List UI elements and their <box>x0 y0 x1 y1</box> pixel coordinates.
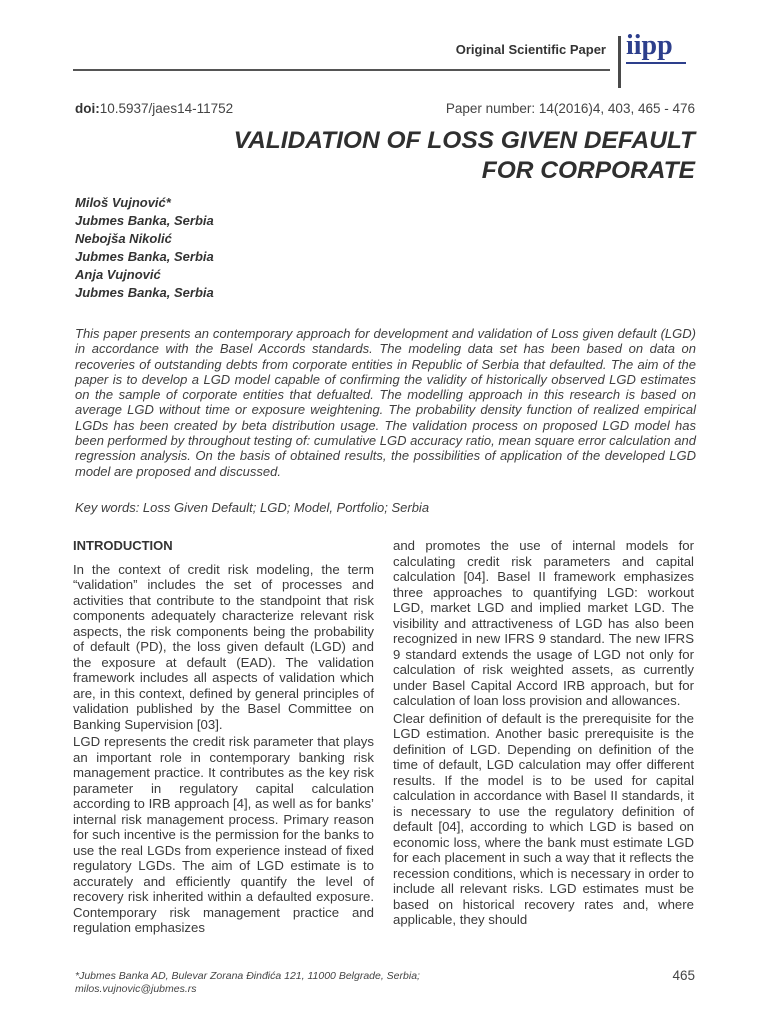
logo-divider <box>618 36 621 88</box>
body-paragraph: and promotes the use of internal models for calculating credit risk parameters and capital calculation [04]. Basel II framework emphasizes three approaches to quantifying LGD: workout LGD, market LGD and implied market LGD. The visibility and attractiveness of LGD has also been recognized in new IFRS 9 standard. The new IFRS 9 standard extends the usage of LGD not only for calculation of risk weighted assets, as currently under Basel Capital Accord IRB approach, but for calculation of loan loss provision and allowances. <box>393 538 694 708</box>
page-number: 465 <box>672 968 695 983</box>
header-divider <box>73 69 610 71</box>
doi-link[interactable]: 10.5937/jaes14-11752 <box>99 101 234 116</box>
paper-number: Paper number: 14(2016)4, 403, 465 - 476 <box>445 101 695 116</box>
doi <box>75 101 233 116</box>
journal-logo: iipp <box>626 30 673 61</box>
paper-title-line-1: VALIDATION OF LOSS GIVEN DEFAULT <box>233 127 695 154</box>
footnote-email[interactable]: milos.vujnovic@jubmes.rs <box>75 983 197 995</box>
abstract: This paper presents an contemporary approach for development and validation of Loss given default (LGD) in accordance with the Basel Accords standards. The modeling data set has been based on data on recoveries of outstanding debts from corporate entities in Republic of Serbia that defaulted. The aim of the paper is to develop a LGD model capable of confirming the validity of historically observed LGD estimates on the sample of corporate entities that defualted. The modelling approach in this research is based on average LGD without time or exposure weightening. The probability density function of realized empirical LGDs has been created by beta distribution usage. The validation process on proposed LGD model has been performed by throughout testing of: cumulative LGD accuracy ratio, mean square error calculation and regression analysis. On the basis of obtained results, the possibilities of application of the developed LGD model are proposed and discussed. <box>75 326 696 479</box>
footnote <box>75 970 420 996</box>
doi-label: doi: <box>75 101 100 116</box>
author-name: Miloš Vujnović* <box>75 195 171 210</box>
body-paragraph: In the context of credit risk modeling, the term “validation” includes the set of processes and activities that contribute to the standpoint that risk components adequately characterize relevant risk aspects, the risk components being the probability of default (PD), the loss given default (LGD) and the exposure at default (EAD). The validation framework includes all aspects of validation which are, in this context, defined by general principles of validation published by the Basel Committee on Banking Supervision [03]. <box>73 561 374 732</box>
footnote-address: *Jubmes Banka AD, Bulevar Zorana Đinđića 121, 11000 Belgrade, Serbia; <box>75 970 420 982</box>
body-column-left <box>73 538 374 938</box>
journal-section-label: Original Scientific Paper <box>455 42 606 57</box>
body-paragraph: Clear definition of default is the prerequisite for the LGD estimation. Another basic prerequisite is the definition of LGD. Depending on definition of the time of default, LGD calculation may offer different results. If the model is to be used for capital calculation in accordance with Basel II standards, it is necessary to use the regulatory definition of default [04], according to which LGD is based on economic loss, where the bank must estimate LGD for each placement in such a way that it reflects the recession conditions, which is necessary in order to include all relevant risks. LGD estimates must be based on historical recovery rates and, where applicable, they should <box>393 710 694 927</box>
body-column-right <box>393 538 694 930</box>
author-affiliation: Jubmes Banka, Serbia <box>75 213 214 228</box>
keywords: Key words: Loss Given Default; LGD; Model, Portfolio; Serbia <box>75 500 430 515</box>
author-name: Nebojša Nikolić <box>75 231 172 246</box>
author-affiliation: Jubmes Banka, Serbia <box>75 249 214 264</box>
logo-underline <box>626 62 686 64</box>
author-affiliation: Jubmes Banka, Serbia <box>75 285 214 300</box>
body-paragraph: LGD represents the credit risk parameter that plays an important role in contemporary banking risk management practice. It contributes as the key risk parameter in regulatory capital calculation according to IRB approach [4], as well as for banks’ internal risk management process. Primary reason for such incentive is the permission for the banks to use the real LGDs from experience instead of fixed regulatory LGDs. The aim of LGD estimate is to accurately and efficiently quantify the level of recovery risk inherited within a defaulted exposure. Contemporary risk management practice and regulation emphasizes <box>73 734 374 935</box>
author-name: Anja Vujnović <box>75 267 161 282</box>
paper-title-line-2: FOR CORPORATE <box>481 157 695 184</box>
section-heading: INTRODUCTION <box>73 538 173 553</box>
